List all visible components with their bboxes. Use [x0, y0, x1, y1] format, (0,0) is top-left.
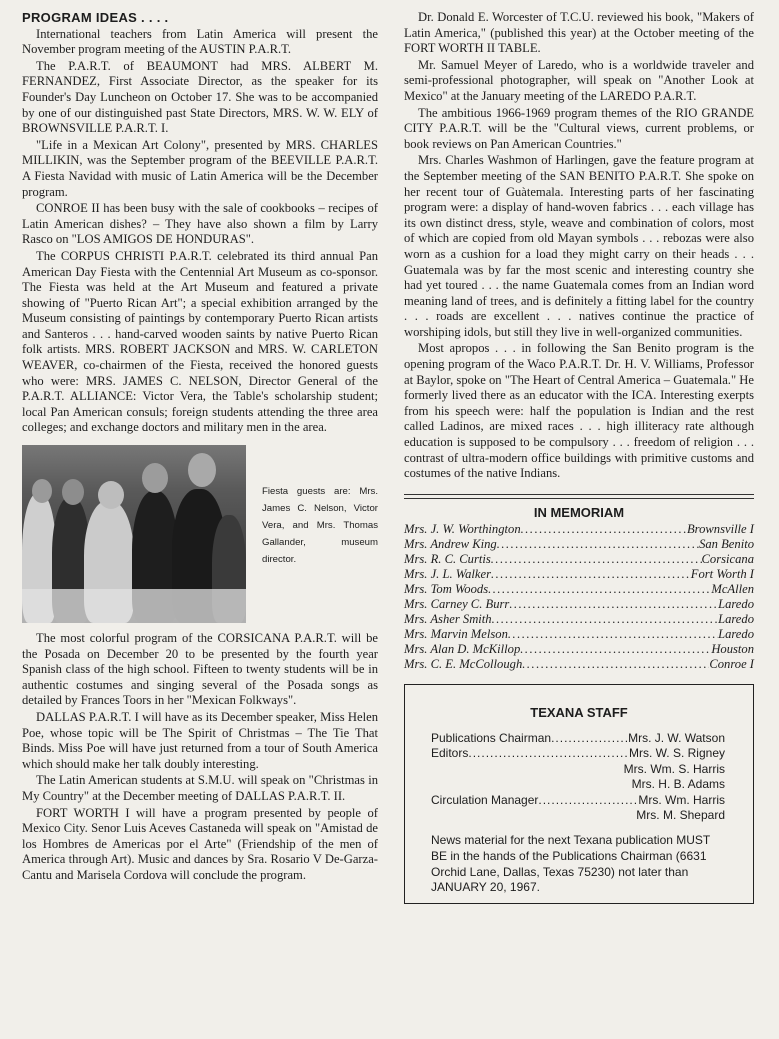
memoriam-name: Mrs. Andrew King	[404, 537, 497, 552]
paragraph-corsicana: The most colorful program of the CORSICANA P.A.R.T. will be the Posada on December 20 to be presented by the fourth year Spanish class of the high school. Fifteen to twenty students will be in authentic costumes and singing several of the Posada songs as detailed by Frances Toors in her "Mexican Folkways".	[22, 631, 378, 708]
staff-deadline-note: News material for the next Texana publication MUST BE in the hands of the Publications Chairman (6631 Orchid Lane, Dallas, Texas 75230) not later than JANUARY 20, 1967.	[431, 833, 711, 895]
dot-leader	[538, 793, 638, 808]
memoriam-city: San Benito	[699, 537, 754, 552]
memoriam-row	[404, 537, 754, 552]
staff-name: Mrs. M. Shepard	[636, 808, 725, 823]
memoriam-name: Mrs. Alan D. McKillop	[404, 642, 521, 657]
memoriam-row	[404, 612, 754, 627]
paragraph-laredo: Mr. Samuel Meyer of Laredo, who is a worldwide traveler and semi-professional photographer, will speak on "Another Look at Mexico" at the January meeting of the LAREDO P.A.R.T.	[404, 57, 754, 103]
paragraph-san-benito: Mrs. Charles Washmon of Harlingen, gave the feature program at the September meeting of the SAN BENITO P.A.R.T. She spoke on her recent tour of Guàtemala. Interesting parts of her fascinating program were: a display of hand-woven fabrics . . . each village has its own distinct dress, style, weave and combination of colors, most of which are copied from old Mayan symbols . . . rebozas were also worn as a cushion for a load they might carry on their heads . . . Guatemala was by far the most scenic and interesting country she had yet toured . . . the name Guatemala comes from an Indian word meaning land of trees, and is definitely a fitting label for the country . . . roads are excellent . . . natives continue the practice of worshiping idols, but still they live in well-organized communities.	[404, 153, 754, 339]
staff-row-editors	[405, 746, 753, 761]
memoriam-row	[404, 657, 754, 672]
memoriam-city: Corsicana	[701, 552, 754, 567]
dot-leader	[491, 552, 702, 567]
paragraph-conroe: CONROE II has been busy with the sale of cookbooks – recipes of Latin American dishes? – They have also shown a film by Larry Rasco on "LOS AMIGOS DE HONDURAS".	[22, 201, 378, 247]
memoriam-city: Conroe I	[709, 657, 754, 672]
dot-leader	[468, 746, 629, 761]
staff-name: Mrs. J. W. Watson	[628, 731, 725, 745]
right-column	[404, 10, 754, 904]
photo-block	[22, 445, 378, 623]
memoriam-row	[404, 597, 754, 612]
memoriam-name: Mrs. Asher Smith	[404, 612, 492, 627]
texana-staff-box	[404, 684, 754, 904]
paragraph-fort-worth-1: FORT WORTH I will have a program presented by people of Mexico City. Senor Luis Aceves Castaneda will speak on "Amistad de los Hombres de Americas por el Arte" (Friendship of the men of America through Art). Music and dances by Sra. Rosario V De-Garza-Cantu and Marisela Cordova will conclude the program.	[22, 805, 378, 882]
memoriam-name: Mrs. Marvin Melson	[404, 627, 508, 642]
memoriam-city: Laredo	[718, 597, 754, 612]
paragraph-dallas-2: The Latin American students at S.M.U. will speak on "Christmas in My Country" at the December meeting of DALLAS P.A.R.T. II.	[22, 773, 378, 803]
staff-name: Mrs. Wm. S. Harris	[623, 761, 725, 776]
memoriam-row	[404, 627, 754, 642]
memoriam-row	[404, 522, 754, 537]
dot-leader	[522, 657, 709, 672]
paragraph-fort-worth-2: Dr. Donald E. Worcester of T.C.U. reviewed his book, "Makers of Latin America," (published this year) at the October meeting of the FORT WORTH II TABLE.	[404, 10, 754, 56]
dot-leader	[508, 627, 718, 642]
dot-leader	[521, 522, 687, 537]
staff-row-circulation	[405, 793, 753, 808]
memoriam-name: Mrs. R. C. Curtis	[404, 552, 491, 567]
memoriam-row	[404, 552, 754, 567]
memoriam-name: Mrs. J. L. Walker	[404, 567, 491, 582]
memoriam-city: Laredo	[718, 612, 754, 627]
memoriam-city: Laredo	[718, 627, 754, 642]
memoriam-name: Mrs. Carney C. Burr	[404, 597, 510, 612]
memoriam-city: McAllen	[711, 582, 754, 597]
staff-role: Circulation Manager	[431, 792, 539, 807]
dot-leader	[488, 582, 711, 597]
staff-name: Mrs. W. S. Rigney	[628, 746, 725, 761]
memoriam-row	[404, 642, 754, 657]
paragraph-beeville: "Life in a Mexican Art Colony", presented by MRS. CHARLES MILLIKIN, was the September program of the BEEVILLE P.A.R.T. A Fiesta Navidad with music of Latin America will be the December program.	[22, 137, 378, 199]
memoriam-name: Mrs. C. E. McCollough	[404, 657, 523, 672]
memoriam-name: Mrs. J. W. Worthington	[404, 522, 521, 537]
paragraph-austin: International teachers from Latin America will present the November program meeting of the AUSTIN P.A.R.T.	[22, 26, 378, 57]
memoriam-row	[404, 582, 754, 597]
dot-leader	[497, 537, 699, 552]
staff-role: Publications Chairman	[431, 731, 552, 745]
memoriam-row	[404, 567, 754, 582]
dot-leader	[520, 642, 711, 657]
dot-leader	[492, 612, 719, 627]
memoriam-list	[404, 522, 754, 672]
staff-name: Mrs. Wm. Harris	[638, 792, 725, 807]
memoriam-name: Mrs. Tom Woods	[404, 582, 489, 597]
memoriam-heading: IN MEMORIAM	[533, 504, 625, 520]
memoriam-city: Fort Worth I	[690, 567, 754, 582]
paragraph-beaumont: The P.A.R.T. of BEAUMONT had MRS. ALBERT M. FERNANDEZ, First Associate Director, as the speaker for its Founder's Day Luncheon on October 17. She was to be accompanied by one of our distinguished past State Directors, MRS. W. W. ELY of BROWNSVILLE P.A.R.T. I.	[22, 58, 378, 136]
staff-name: Mrs. H. B. Adams	[631, 777, 725, 792]
dot-leader	[551, 731, 628, 746]
memoriam-city: Houston	[711, 642, 754, 657]
paragraph-waco: Most apropos . . . in following the San Benito program is the opening program of the Waco P.A.R.T. Dr. H. V. Williams, Professor at Baylor, spoke on "The Heart of Central America – Guatemala." He formerly lived there as an educator with the ICA. Interesting exerpts from his speech were: half the population is Indian and the rest called Ladinos, are mixed races . . . high illiteracy rate although education is supposed to be compulsory . . . freedom of religion . . . contrast of ultra-modern office buildings with primitive customs and costumes of the native Indians.	[404, 341, 754, 481]
dot-leader	[509, 597, 718, 612]
double-rule-divider	[404, 494, 754, 499]
paragraph-rio-grande: The ambitious 1966-1969 program themes of the RIO GRANDE CITY P.A.R.T. will be the "Cultural views, current problems, or book reviews on Pan American Countries."	[404, 105, 754, 151]
paragraph-corpus-christi: The CORPUS CHRISTI P.A.R.T. celebrated its third annual Pan American Day Fiesta with the Centennial Art Museum as co-sponsor. The Fiesta was held at the Art Museum and featured a private showing of "Puerto Rican Art"; a special exhibition arranged by the Museum consisting of paintings by contemporary Puerto Rican artists and Santeros . . . hand-carved wooden saints by native Puerto Rican folk artists. MRS. ROBERT JACKSON and MRS. W. CARLETON WEAVER, co-chairmen of the Fiesta, received the honored guests who were: MRS. JAMES C. NELSON, Director General of the P.A.R.T. ALLIANCE: Victor Vera, the Table's scholarship student; local Pan American consuls; foreign students attending the three area colleges; and exchange doctors and military men in the area.	[22, 248, 378, 435]
photo-caption: Fiesta guests are: Mrs. James C. Nelson, Victor Vera, and Mrs. Thomas Gallander, museum director.	[262, 486, 378, 566]
fiesta-photo	[22, 445, 246, 623]
program-ideas-heading: PROGRAM IDEAS . . . .	[22, 10, 169, 25]
staff-row-publications	[405, 731, 753, 746]
dot-leader	[491, 567, 691, 582]
staff-heading: TEXANA STAFF	[530, 705, 628, 721]
staff-role: Editors	[431, 746, 469, 761]
left-column	[22, 10, 378, 885]
memoriam-city: Brownsville I	[686, 522, 754, 537]
paragraph-dallas-1: DALLAS P.A.R.T. I will have as its December speaker, Miss Helen Poe, whose topic will be The Spirit of Christmas – The Tie That Binds. Miss Poe will have just returned from a tour of South America which should make her talk doubly interesting.	[22, 710, 378, 771]
